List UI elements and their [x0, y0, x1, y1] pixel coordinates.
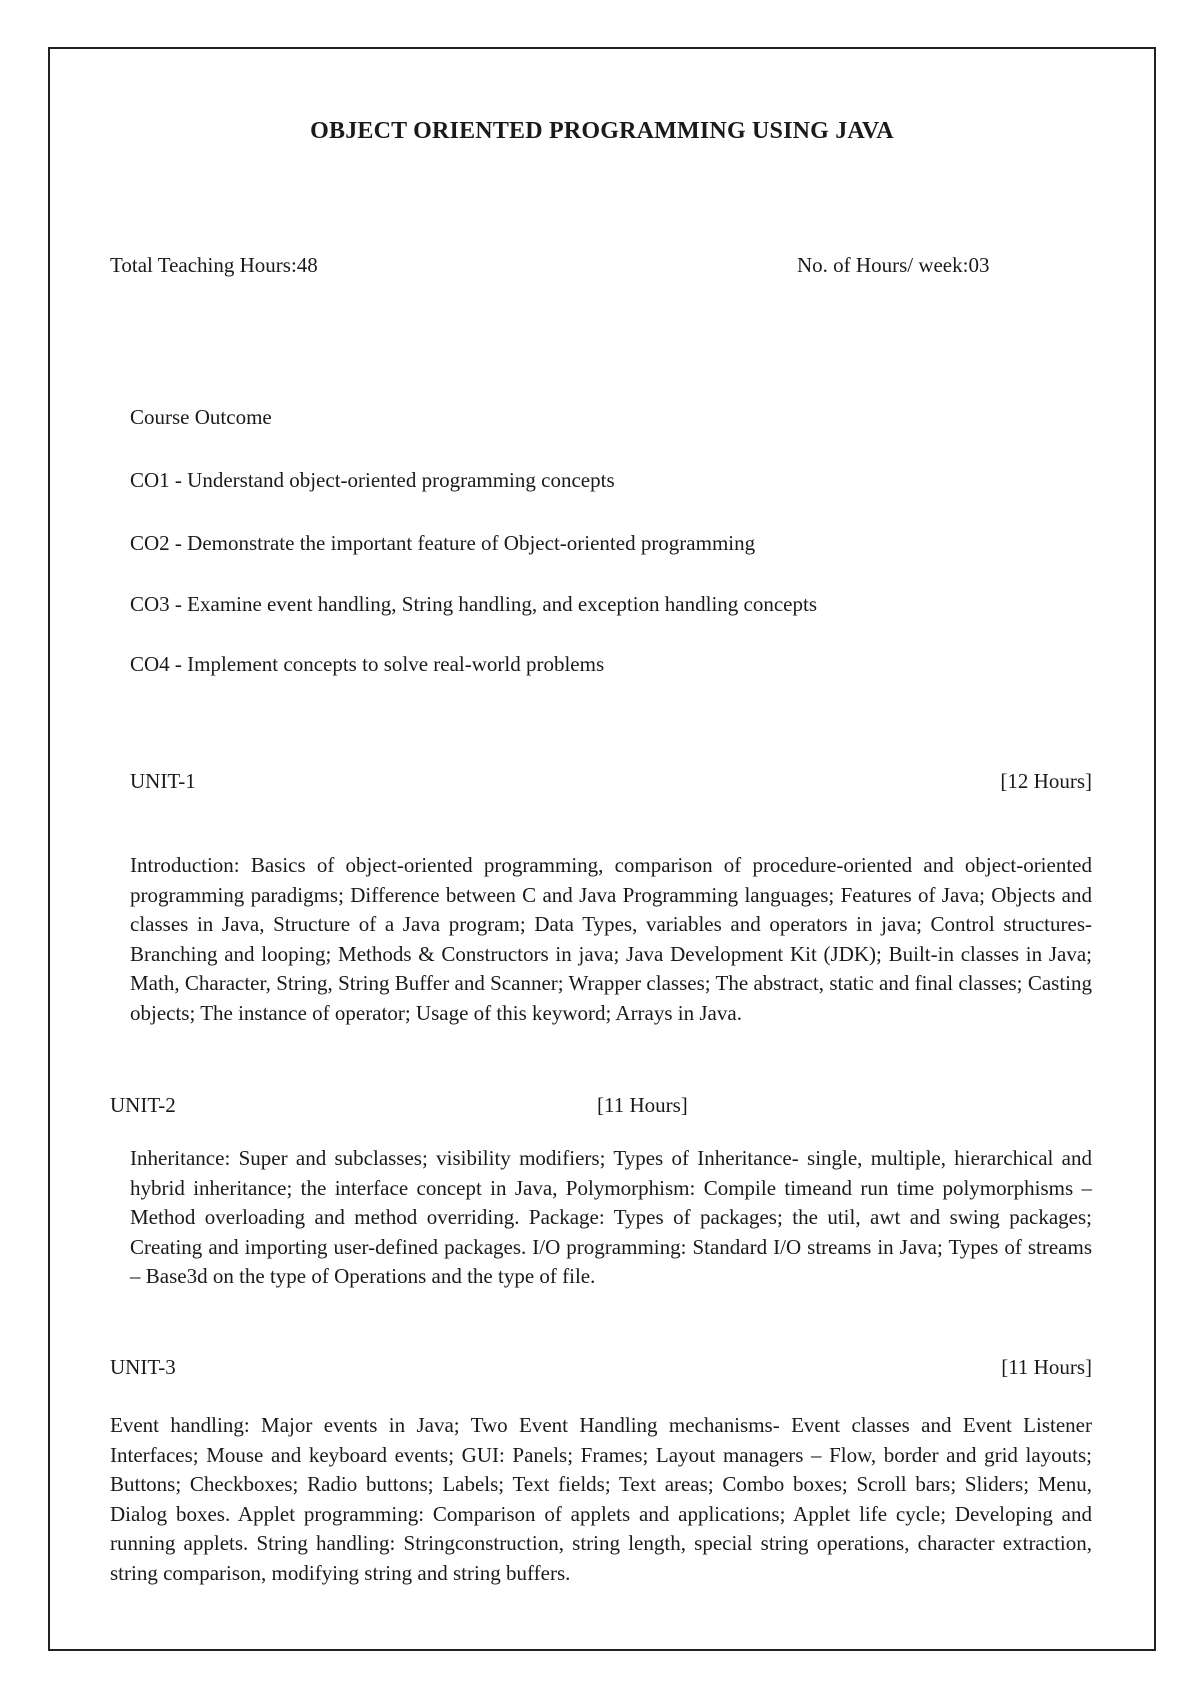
outcome-item: CO1 - Understand object-oriented programming concepts	[130, 468, 615, 492]
hours-per-week: No. of Hours/ week:03	[797, 253, 990, 277]
outcome-item: CO2 - Demonstrate the important feature of Object-oriented programming	[130, 531, 756, 555]
unit-2-hours: [11 Hours]	[597, 1093, 688, 1117]
unit-1-label: UNIT-1	[130, 769, 196, 793]
unit-3-hours: [11 Hours]	[1001, 1355, 1092, 1379]
unit-1-hours: [12 Hours]	[1000, 769, 1092, 793]
unit-2-label: UNIT-2	[110, 1093, 176, 1117]
total-teaching-hours: Total Teaching Hours:48	[110, 253, 318, 277]
outcome-item: CO3 - Examine event handling, String handling, and exception handling concepts	[130, 592, 818, 616]
page-title: OBJECT ORIENTED PROGRAMMING USING JAVA	[310, 118, 894, 144]
outcome-item: CO4 - Implement concepts to solve real-world problems	[130, 652, 605, 676]
unit-3-description: Event handling: Major events in Java; Two Event Handling mechanisms- Event classes and Event Listener Interfaces; Mouse and keyboard events; GUI: Panels; Frames; Layout managers – Flow, border and grid layouts; Buttons; Checkboxes; Radio buttons; Labels; Text fields; Text areas; Combo boxes; Scroll bars; Sliders; Menu, Dialog boxes. Applet programming: Comparison of applets and applications; Applet life cycle; Developing and running applets. String handling: Stringconstruction, string length, special string operations, character extraction, string comparison, modifying string and string buffers.	[110, 1413, 1092, 1585]
unit-1-description: Introduction: Basics of object-oriented programming, comparison of procedure-oriented and object-oriented programming paradigms; Difference between C and Java Programming languages; Features of Java; Objects and classes in Java, Structure of a Java program; Data Types, variables and operators in java; Control structures- Branching and looping; Methods & Constructors in java; Java Development Kit (JDK); Built-in classes in Java; Math, Character, String, String Buffer and Scanner; Wrapper classes; The abstract, static and final classes; Casting objects; The instance of operator; Usage of this keyword; Arrays in Java.	[130, 853, 1092, 1025]
course-outcome-heading: Course Outcome	[130, 405, 272, 429]
unit-3-label: UNIT-3	[110, 1355, 176, 1379]
unit-2-description: Inheritance: Super and subclasses; visibility modifiers; Types of Inheritance- single, multiple, hierarchical and hybrid inheritance; the interface concept in Java, Polymorphism: Compile timeand run time polymorphisms – Method overloading and method overriding. Package: Types of packages; the util, awt and swing packages; Creating and importing user-defined packages. I/O programming: Standard I/O streams in Java; Types of streams – Base3d on the type of Operations and the type of file.	[130, 1146, 1092, 1288]
